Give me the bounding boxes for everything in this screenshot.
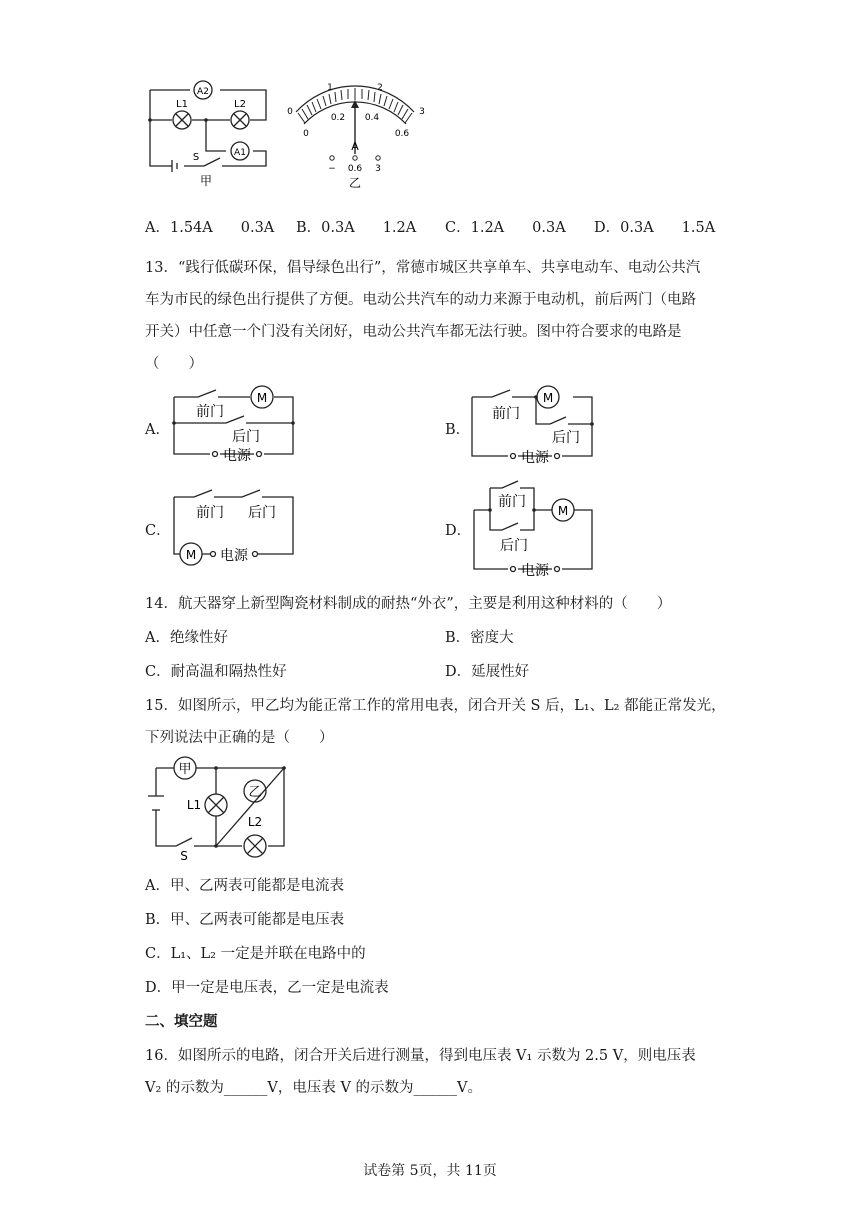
q15-stem-line-2: 下列说法中正确的是（ ）: [145, 730, 334, 746]
section-title-fill-blank: 二、填空题: [145, 1013, 218, 1030]
q12-option-d[interactable]: D．0.3A 1.5A: [594, 220, 716, 236]
svg-text:电源: 电源: [521, 563, 549, 579]
svg-text:0.2: 0.2: [330, 113, 346, 123]
q15-meter2-label: 乙: [248, 785, 262, 800]
q12-meter-unit: A: [351, 140, 359, 153]
q15-option-a[interactable]: A．甲、乙两表可能都是电流表: [145, 878, 344, 894]
q12-l1-label: L1: [176, 99, 188, 110]
q12-meter-bottom-ticks: [303, 113, 409, 139]
q13-stem-line-3: 开关）中任意一个门没有关闭好，电动公共汽车都无法行驶。图中符合要求的电路是: [145, 324, 682, 340]
q13-stem-line-2: 车为市民的绿色出行提供了方便。电动公共汽车的动力来源于电动机，前后两门（电路: [145, 292, 696, 308]
q16-stem-line-1: 16．如图所示的电路，闭合开关后进行测量，得到电压表 V₁ 示数为 2.5 V，则电压表: [145, 1048, 696, 1064]
svg-text:后门: 后门: [232, 429, 260, 445]
q13-option-c-label[interactable]: C．: [145, 523, 171, 539]
svg-text:电源: 电源: [223, 448, 251, 464]
q15-circuit-figure: [142, 754, 292, 864]
q13-circuit-d: [466, 476, 601, 580]
q15-option-b[interactable]: B．甲、乙两表可能都是电压表: [145, 912, 345, 928]
q15-option-d[interactable]: D．甲一定是电压表，乙一定是电流表: [145, 980, 389, 996]
svg-text:电源: 电源: [220, 548, 248, 564]
q12-ammeter-figure: [280, 78, 430, 196]
svg-text:M: M: [256, 391, 268, 405]
svg-text:2: 2: [377, 83, 383, 93]
svg-text:后门: 后门: [552, 430, 580, 446]
q13-circuit-b: [466, 380, 601, 466]
q12-meter-top-ticks: [287, 83, 425, 117]
svg-text:前门: 前门: [196, 505, 224, 521]
svg-text:M: M: [542, 391, 554, 405]
svg-text:前门: 前门: [196, 404, 224, 420]
svg-text:M: M: [557, 504, 569, 518]
svg-text:0.4: 0.4: [364, 113, 380, 123]
q14-option-c[interactable]: C．耐高温和隔热性好: [145, 664, 287, 680]
q15-option-c[interactable]: C．L₁、L₂ 一定是并联在电路中的: [145, 946, 366, 962]
q15-meter1-label: 甲: [178, 762, 192, 777]
page-footer: 试卷第 5页，共 11页: [363, 1163, 497, 1179]
q15-l1-label: L1: [186, 798, 202, 812]
q15-l2-label: L2: [247, 815, 263, 829]
q12-circuit-figure: [140, 76, 280, 194]
svg-text:M: M: [185, 548, 197, 562]
q13-stem-line-4: （ ）: [145, 356, 203, 372]
svg-text:3: 3: [375, 164, 381, 174]
svg-text:3: 3: [419, 107, 425, 117]
q16-stem-line-2: V₂ 的示数为______V，电压表 V 的示数为______V。: [145, 1080, 483, 1096]
svg-text:电源: 电源: [521, 450, 549, 466]
q13-option-b-label[interactable]: B．: [445, 422, 471, 438]
svg-text:0: 0: [303, 129, 309, 139]
svg-text:前门: 前门: [498, 494, 526, 510]
q14-stem: 14．航天器穿上新型陶瓷材料制成的耐热“外衣”，主要是利用这种材料的（ ）: [145, 596, 672, 612]
q12-l2-label: L2: [234, 99, 246, 110]
q14-option-a[interactable]: A．绝缘性好: [145, 630, 228, 646]
q15-stem-line-1: 15．如图所示，甲乙均为能正常工作的常用电表，闭合开关 S 后，L₁、L₂ 都能正常发光，: [145, 698, 726, 714]
q15-switch-label: S: [180, 849, 188, 863]
q14-option-d[interactable]: D．延展性好: [445, 664, 530, 680]
svg-text:后门: 后门: [248, 505, 276, 521]
q12-a1-label: A1: [234, 148, 246, 158]
q12-meter-terminals: [328, 164, 381, 174]
svg-text:后门: 后门: [500, 538, 528, 554]
svg-text:1: 1: [327, 83, 333, 93]
q13-stem-line-1: 13．“践行低碳环保，倡导绿色出行”，常德市城区共享单车、共享电动车、电动公共汽: [145, 260, 701, 276]
q12-option-a[interactable]: A．1.54A 0.3A: [145, 220, 275, 236]
q13-option-a-label[interactable]: A．: [145, 422, 170, 438]
q12-meter-caption: 乙: [348, 176, 362, 190]
q13-circuit-a: [166, 382, 301, 464]
q13-circuit-c: [166, 484, 301, 568]
q14-option-b[interactable]: B．密度大: [445, 630, 514, 646]
svg-text:前门: 前门: [492, 406, 520, 422]
q13-option-d-label[interactable]: D．: [445, 523, 472, 539]
q12-option-c[interactable]: C．1.2A 0.3A: [445, 220, 566, 236]
svg-text:0: 0: [287, 107, 293, 117]
q12-switch-label: S: [192, 152, 200, 163]
svg-text:0.6: 0.6: [347, 164, 363, 174]
svg-text:−: −: [328, 164, 336, 174]
svg-text:0.6: 0.6: [394, 129, 410, 139]
q12-option-b[interactable]: B．0.3A 1.2A: [296, 220, 417, 236]
q12-circuit-caption: 甲: [199, 174, 213, 188]
q12-a2-label: A2: [197, 87, 209, 97]
